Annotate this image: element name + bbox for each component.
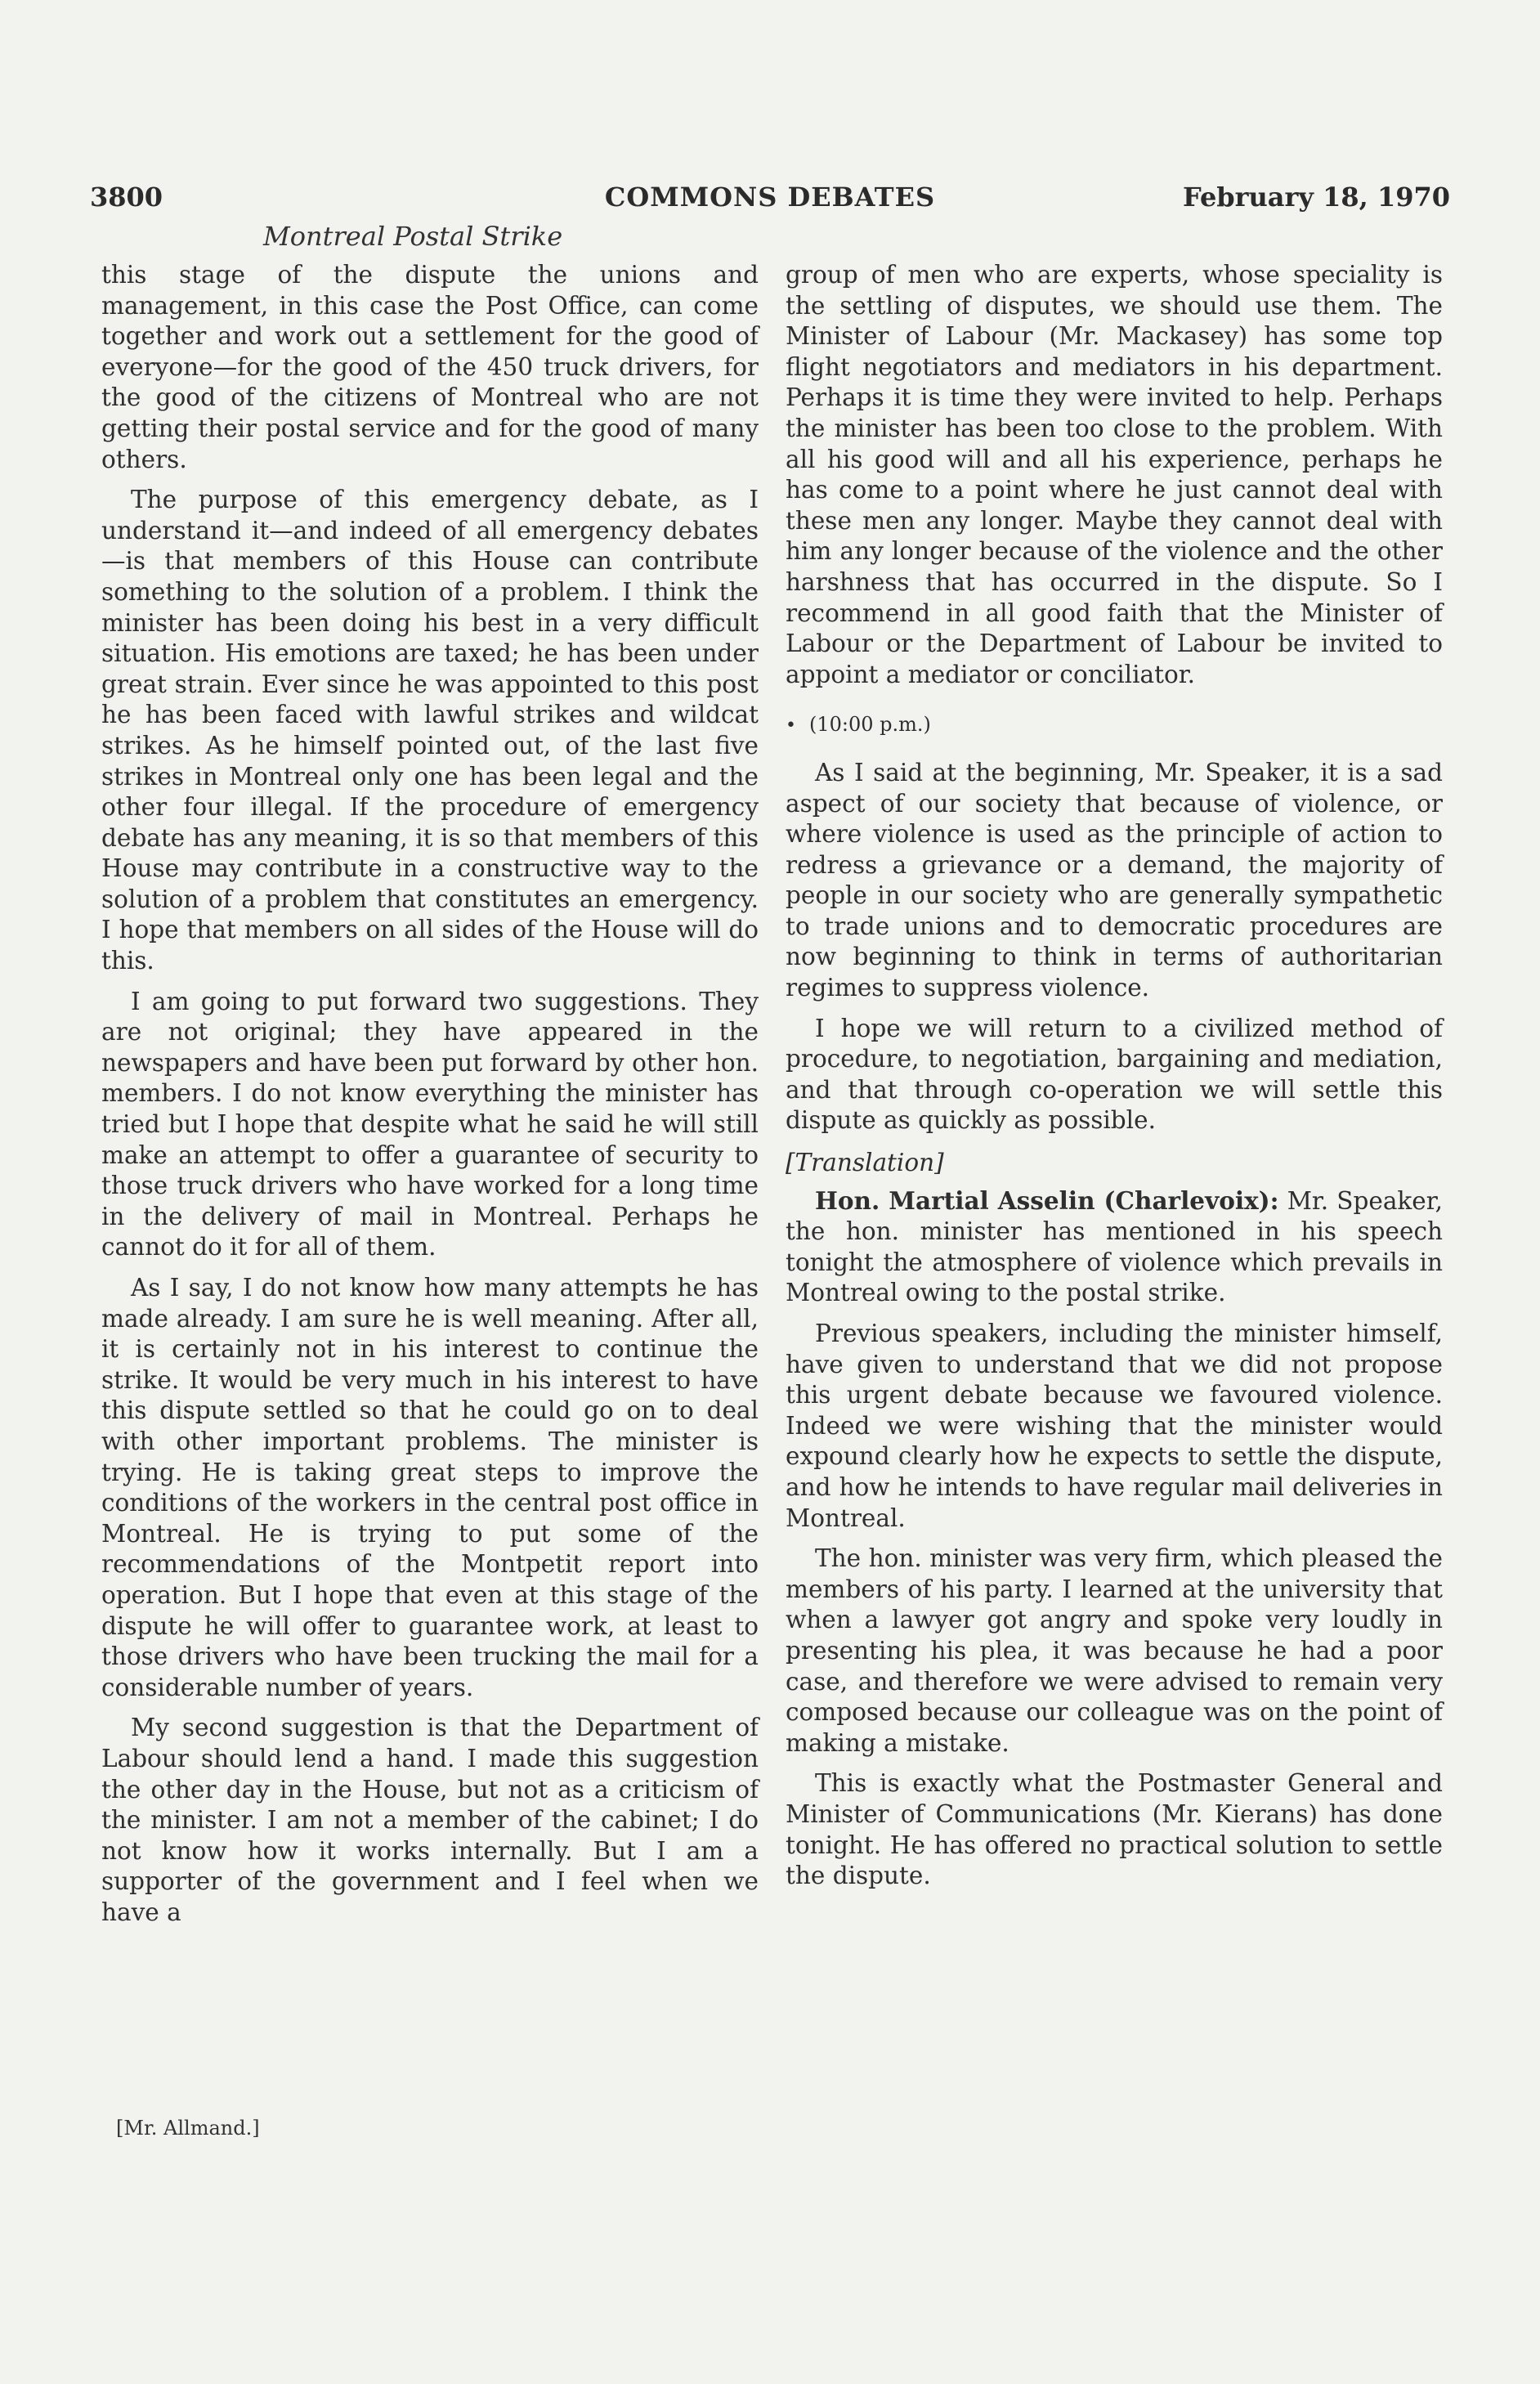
page-number: 3800 bbox=[90, 181, 163, 213]
publication-title: COMMONS DEBATES bbox=[604, 181, 936, 213]
paragraph: The purpose of this emergency debate, as I understand it—and indeed of all emergency debates—is that members of this House can contribute something to the solution of a problem. I think the minister has been doing his best in a very difficult situation. His emotions are taxed; he has been under great strain. Ever since he was appointed to this post he has been faced with lawful strikes and wildcat strikes. As he himself pointed out, of the last five strikes in Montreal only one has been legal and the other four illegal. If the procedure of emergency debate has any meaning, it is so that members of this House may contribute in a constructive way to the solution of a problem that constitutes an emergency. I hope that members on all sides of the House will do this. bbox=[101, 486, 759, 975]
paragraph: I am going to put forward two suggestions. They are not original; they have appeared in the newspapers and have been put forward by other hon. members. I do not know everything the minister has tried but I hope that despite what he said he will still make an attempt to offer a guarantee of security to those truck drivers who have worked for a long time in the delivery of mail in Montreal. Perhaps he cannot do it for all of them. bbox=[101, 987, 759, 1261]
paragraph: Previous speakers, including the minister himself, have given to understand that we did not propose this urgent debate because we favoured violence. Indeed we were wishing that the minister would expound clearly how he expects to settle the dispute, and how he intends to have regular mail deliveries in Montreal. bbox=[786, 1320, 1443, 1532]
paragraph: This is exactly what the Postmaster General and Minister of Communications (Mr. Kierans) has done tonight. He has offered no practical solution to settle the dispute. bbox=[786, 1769, 1443, 1890]
paragraph: As I said at the beginning, Mr. Speaker, it is a sad aspect of our society that because of violence, or where violence is used as the principle of action to redress a grievance or a demand, the majority of people in our society who are generally sympathetic to trade unions and to democratic procedures are now beginning to think in terms of authoritarian regimes to suppress violence. bbox=[786, 758, 1443, 1002]
paragraph: As I say, I do not know how many attempts he has made already. I am sure he is well meaning. After all, it is certainly not in his interest to continue the strike. It would be very much in his interest to have this dispute settled so that he could go on to deal with other important problems. The minister is trying. He is taking great steps to improve the conditions of the workers in the central post office in Montreal. He is trying to put some of the recommendations of the Montpetit report into operation. But I hope that even at this stage of the dispute he will offer to guarantee work, at least to those drivers who have been trucking the mail for a considerable number of years. bbox=[101, 1274, 759, 1701]
running-subject: Montreal Postal Strike bbox=[263, 221, 563, 252]
translation-label: [Translation] bbox=[786, 1149, 944, 1177]
paragraph: this stage of the dispute the unions and management, in this case the Post Office, can come together and work out a settlement for the good of everyone—for the good of the 450 truck drivers, for the good of the citizens of Montreal who are not getting their postal service and for the good of many others. bbox=[101, 261, 759, 473]
speaker-paragraph bbox=[786, 1185, 1443, 1309]
paragraph: I hope we will return to a civilized method of procedure, to negotiation, bargaining and mediation, and that through co-operation we will settle this dispute as quickly as possible. bbox=[786, 1014, 1443, 1135]
speaker-text: Mr. Speaker, the hon. minister has mentioned in his speech tonight the atmosphere of violence which prevails in Montreal owing to the postal strike. bbox=[786, 1186, 1443, 1307]
time-marker bbox=[786, 710, 1443, 742]
speaker-footnote: [Mr. Allmand.] bbox=[116, 2117, 260, 2140]
page-header bbox=[90, 181, 1450, 221]
speaker-name: Hon. Martial Asselin (Charlevoix): bbox=[815, 1185, 1279, 1215]
paragraph: The hon. minister was very firm, which pleased the members of his party. I learned at the university that when a lawyer got angry and spoke very loudly in presenting his plea, it was because he had a poor case, and therefore we were advised to remain very composed because our colleague was on the point of making a mistake. bbox=[786, 1544, 1443, 1757]
page-date: February 18, 1970 bbox=[1182, 181, 1450, 213]
right-column bbox=[786, 260, 1443, 1902]
paragraph: My second suggestion is that the Department of Labour should lend a hand. I made this suggestion the other day in the House, but not as a criticism of the minister. I am not a member of the cabinet; I do not know how it works internally. But I am a supporter of the government and I feel when we have a bbox=[101, 1714, 759, 1926]
bullet-icon: • bbox=[786, 715, 796, 737]
paragraph: group of men who are experts, whose speciality is the settling of disputes, we should use them. The Minister of Labour (Mr. Mackasey) has some top flight negotiators and mediators in his department. Perhaps it is time they were invited to help. Perhaps the minister has been too close to the problem. With all his good will and all his experience, perhaps he has come to a point where he just cannot deal with these men any longer. Maybe they cannot deal with him any longer because of the violence and the other harshness that has occurred in the dispute. So I recommend in all good faith that the Minister of Labour or the Department of Labour be invited to appoint a mediator or conciliator. bbox=[786, 261, 1443, 688]
left-column bbox=[101, 260, 759, 1938]
time-stamp: (10:00 p.m.) bbox=[808, 713, 931, 737]
